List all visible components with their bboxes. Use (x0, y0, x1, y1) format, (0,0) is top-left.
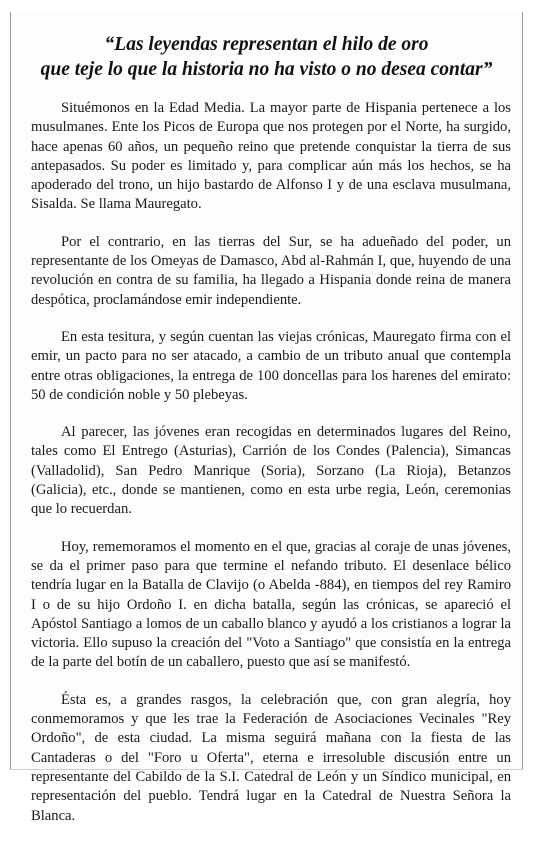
paragraph-4: Al parecer, las jóvenes eran recogidas en determinados lugares del Reino, tales como El Entrego (Asturias), Carrión de los Condes (Palencia), Simancas (Valladolid), San Pedro Manrique (Soria), Sorzano (La Rioja), Betanzos (Galicia), etc., donde se mantienen, como en esta urbe regia, León, ceremonias que lo recuerdan. (31, 424, 511, 518)
paragraph-1: Situémonos en la Edad Media. La mayor parte de Hispania pertenece a los musulmanes. Ente los Picos de Europa que nos protegen por el Norte, ha surgido, hace apenas 60 años, un pequeño reino que pretende conquistar la tierra de sus antepasados. Su poder es limitado y, para complicar aún más los hechos, se ha apoderado del trono, un hijo bastardo de Alfonso I y de una esclava musulmana, Sisalda. Se llama Mauregato. (31, 100, 511, 213)
paragraph-5: Hoy, rememoramos el momento en el que, gracias al coraje de unas jóvenes, se da el primer paso para que termine el nefando tributo. El desenlace bélico tendría lugar en la Batalla de Clavijo (o Abelda -884), en tiempos del rey Ramiro I o de su hijo Ordoño I. en dicha batalla, según las crónicas, se apareció el Apóstol Santiago a lomos de un caballo blanco y ayudó a los cristianos a lograr la victoria. Ello supuso la creación del "Voto a Santiago" que consistía en la entrega de la parte del botín de un caballero, puesto que así se manifestó. (31, 538, 511, 671)
page-title (11, 32, 522, 82)
paragraph-6: Ésta es, a grandes rasgos, la celebración que, con gran alegría, hoy conmemoramos y que les trae la Federación de Asociaciones Vecinales "Rey Ordoño", de esta ciudad. La misma seguirá mañana con la fiesta de las Cantaderas o del "Foro u Oferta", eterna e irresoluble discusión entre un representante del Cabildo de la S.I. Catedral de León y un Síndico municipal, en representación del pueblo. Tendrá lugar en la Catedral de Nuestra Señora la Blanca. (31, 691, 511, 824)
paragraph-3: En esta tesitura, y según cuentan las viejas crónicas, Mauregato firma con el emir, un pacto para no ser atacado, a cambio de un tributo anual que contempla entre otras obligaciones, la entrega de 100 doncellas para los harenes del emirato: 50 de condición noble y 50 plebeyas. (31, 328, 511, 403)
document-body (31, 99, 511, 844)
title-line-2: que teje lo que la historia no ha visto o no desea contar” (40, 59, 493, 80)
title-line-1: “Las leyendas representan el hilo de oro (104, 34, 429, 55)
paragraph-2: Por el contrario, en las tierras del Sur, se ha adueñado del poder, un representante de los Omeyas de Damasco, Abd al-Rahmán I, que, huyendo de una revolución en contra de su familia, ha llegado a Hispania donde reina de manera despótica, proclamándose emir independiente. (31, 233, 511, 308)
document-page (10, 12, 523, 824)
